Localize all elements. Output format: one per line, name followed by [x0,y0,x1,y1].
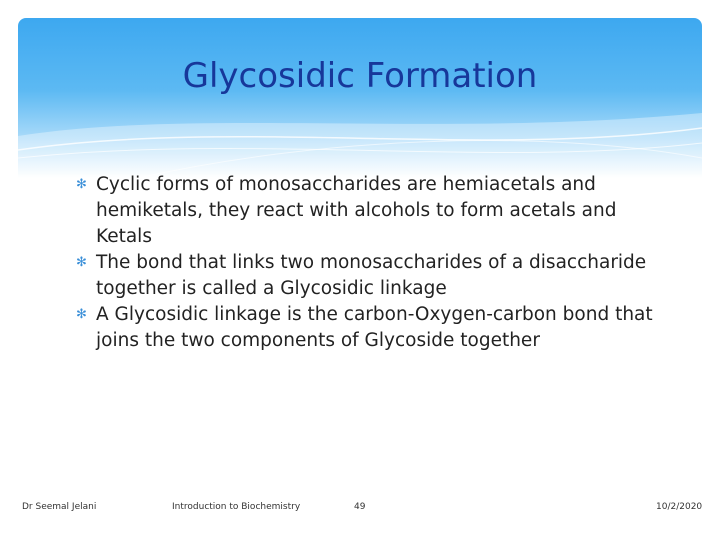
bullet-text: A Glycosidic linkage is the carbon-Oxygen-carbon bond that joins the two components of Glycoside together [96,304,653,351]
footer-page-number: 49 [354,502,366,512]
bullet-text: Cyclic forms of monosaccharides are hemiacetals and hemiketals, they react with alcohols to form acetals and Ketals [96,174,617,247]
bullet-item [76,302,656,354]
footer-course: Introduction to Biochemistry [172,502,301,512]
slide-title: Glycosidic Formation [182,56,538,96]
asterisk-icon: ✻ [76,307,87,322]
bullet-item [76,172,656,250]
footer-author: Dr Seemal Jelani [22,502,97,512]
bullet-text: The bond that links two monosaccharides of a disaccharide together is called a Glycosidic linkage [96,252,647,299]
footer-date: 10/2/2020 [656,502,703,512]
header-band [18,18,702,178]
asterisk-icon: ✻ [76,177,87,192]
asterisk-icon: ✻ [76,255,87,270]
bullet-list [76,172,656,354]
bullet-item [76,250,656,302]
header-swoosh-decoration [18,18,702,178]
